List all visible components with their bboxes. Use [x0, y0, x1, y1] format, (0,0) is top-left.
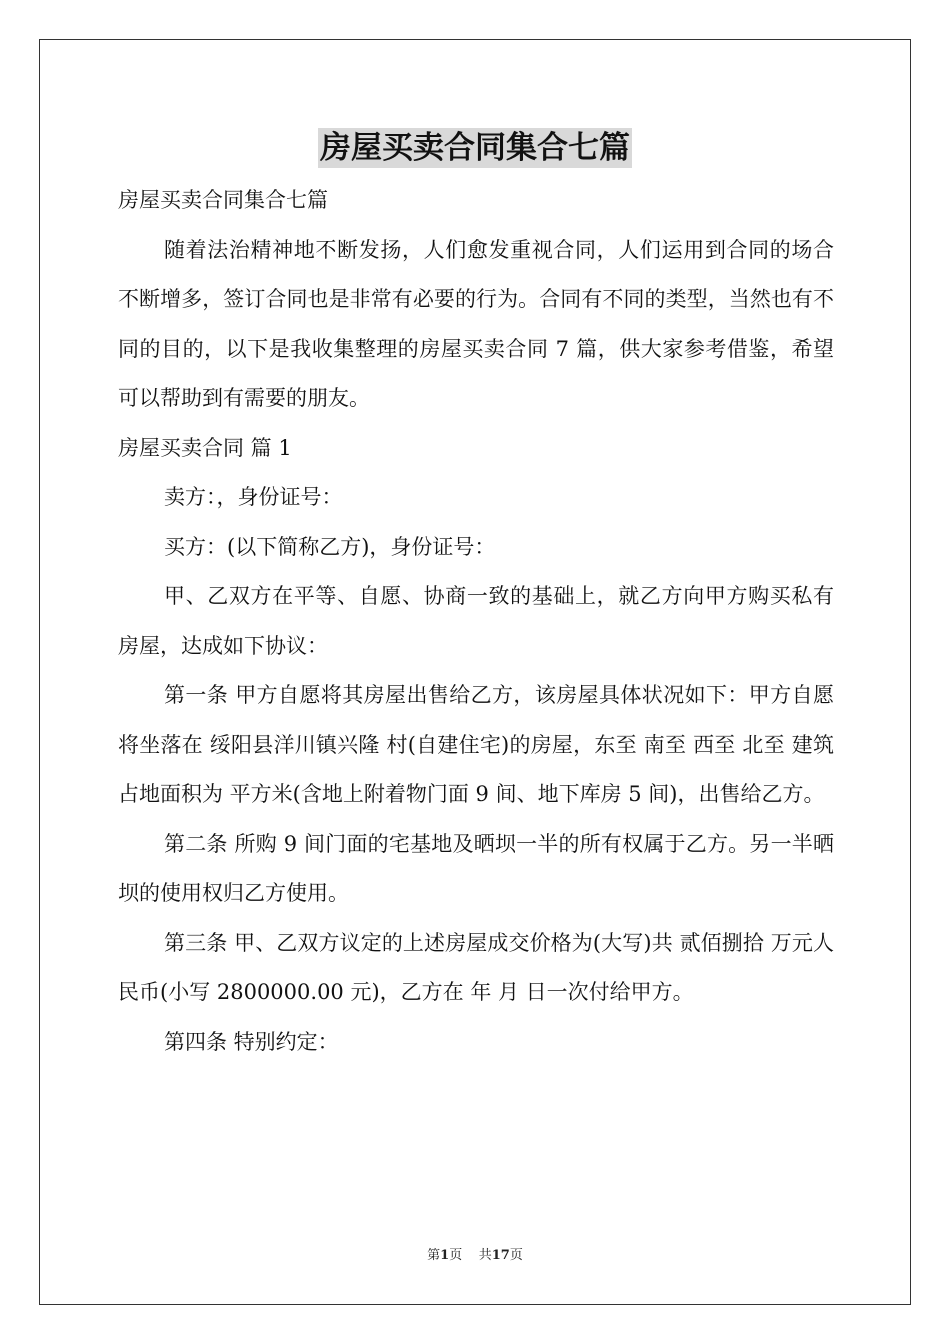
- paragraph-article-3: 第三条 甲、乙双方议定的上述房屋成交价格为(大写)共 贰佰捌拾 万元人民币(小写 2800000.00 元)，乙方在 年 月 日一次付给甲方。: [118, 930, 834, 1004]
- paragraph-article-1: 第一条 甲方自愿将其房屋出售给乙方，该房屋具体状况如下：甲方自愿将坐落在 绥阳县洋川镇兴隆 村(自建住宅)的房屋，东至 南至 西至 北至 建筑占地面积为 平方米(含地上附着物门面 9 间、地下库房 5 间)，出售给乙方。: [118, 683, 834, 806]
- page-footer: [0, 1247, 950, 1265]
- footer-total-suffix: 页: [509, 1248, 523, 1263]
- footer-total-prefix: 共: [478, 1248, 492, 1263]
- paragraph-buyer: 买方：(以下简称乙方)，身份证号：: [164, 534, 496, 559]
- paragraph-intro: 随着法治精神地不断发扬，人们愈发重视合同，人们运用到合同的场合不断增多，签订合同也是非常有必要的行为。合同有不同的类型，当然也有不同的目的，以下是我收集整理的房屋买卖合同 7 篇，供大家参考借鉴，希望可以帮助到有需要的朋友。: [118, 237, 834, 410]
- paragraph-article-4: 第四条 特别约定：: [164, 1029, 339, 1054]
- title-wrap: [0, 128, 950, 168]
- section-heading: 房屋买卖合同 篇 1: [118, 435, 292, 460]
- document-title: 房屋买卖合同集合七篇: [320, 130, 630, 166]
- footer-page-number: 1: [440, 1248, 450, 1263]
- paragraph-agreement: 甲、乙双方在平等、自愿、协商一致的基础上，就乙方向甲方购买私有房屋，达成如下协议：: [118, 584, 834, 658]
- footer-page-prefix: 第: [427, 1248, 441, 1263]
- footer-page-mid: 页: [449, 1248, 463, 1263]
- paragraph-seller: 卖方：，身份证号：: [164, 485, 343, 509]
- document-body: [118, 176, 834, 1067]
- paragraph-subtitle: 房屋买卖合同集合七篇: [118, 188, 328, 212]
- footer-total-pages: 17: [491, 1248, 510, 1263]
- paragraph-article-2: 第二条 所购 9 间门面的宅基地及晒坝一半的所有权属于乙方。另一半晒坝的使用权归乙方使用。: [118, 831, 834, 905]
